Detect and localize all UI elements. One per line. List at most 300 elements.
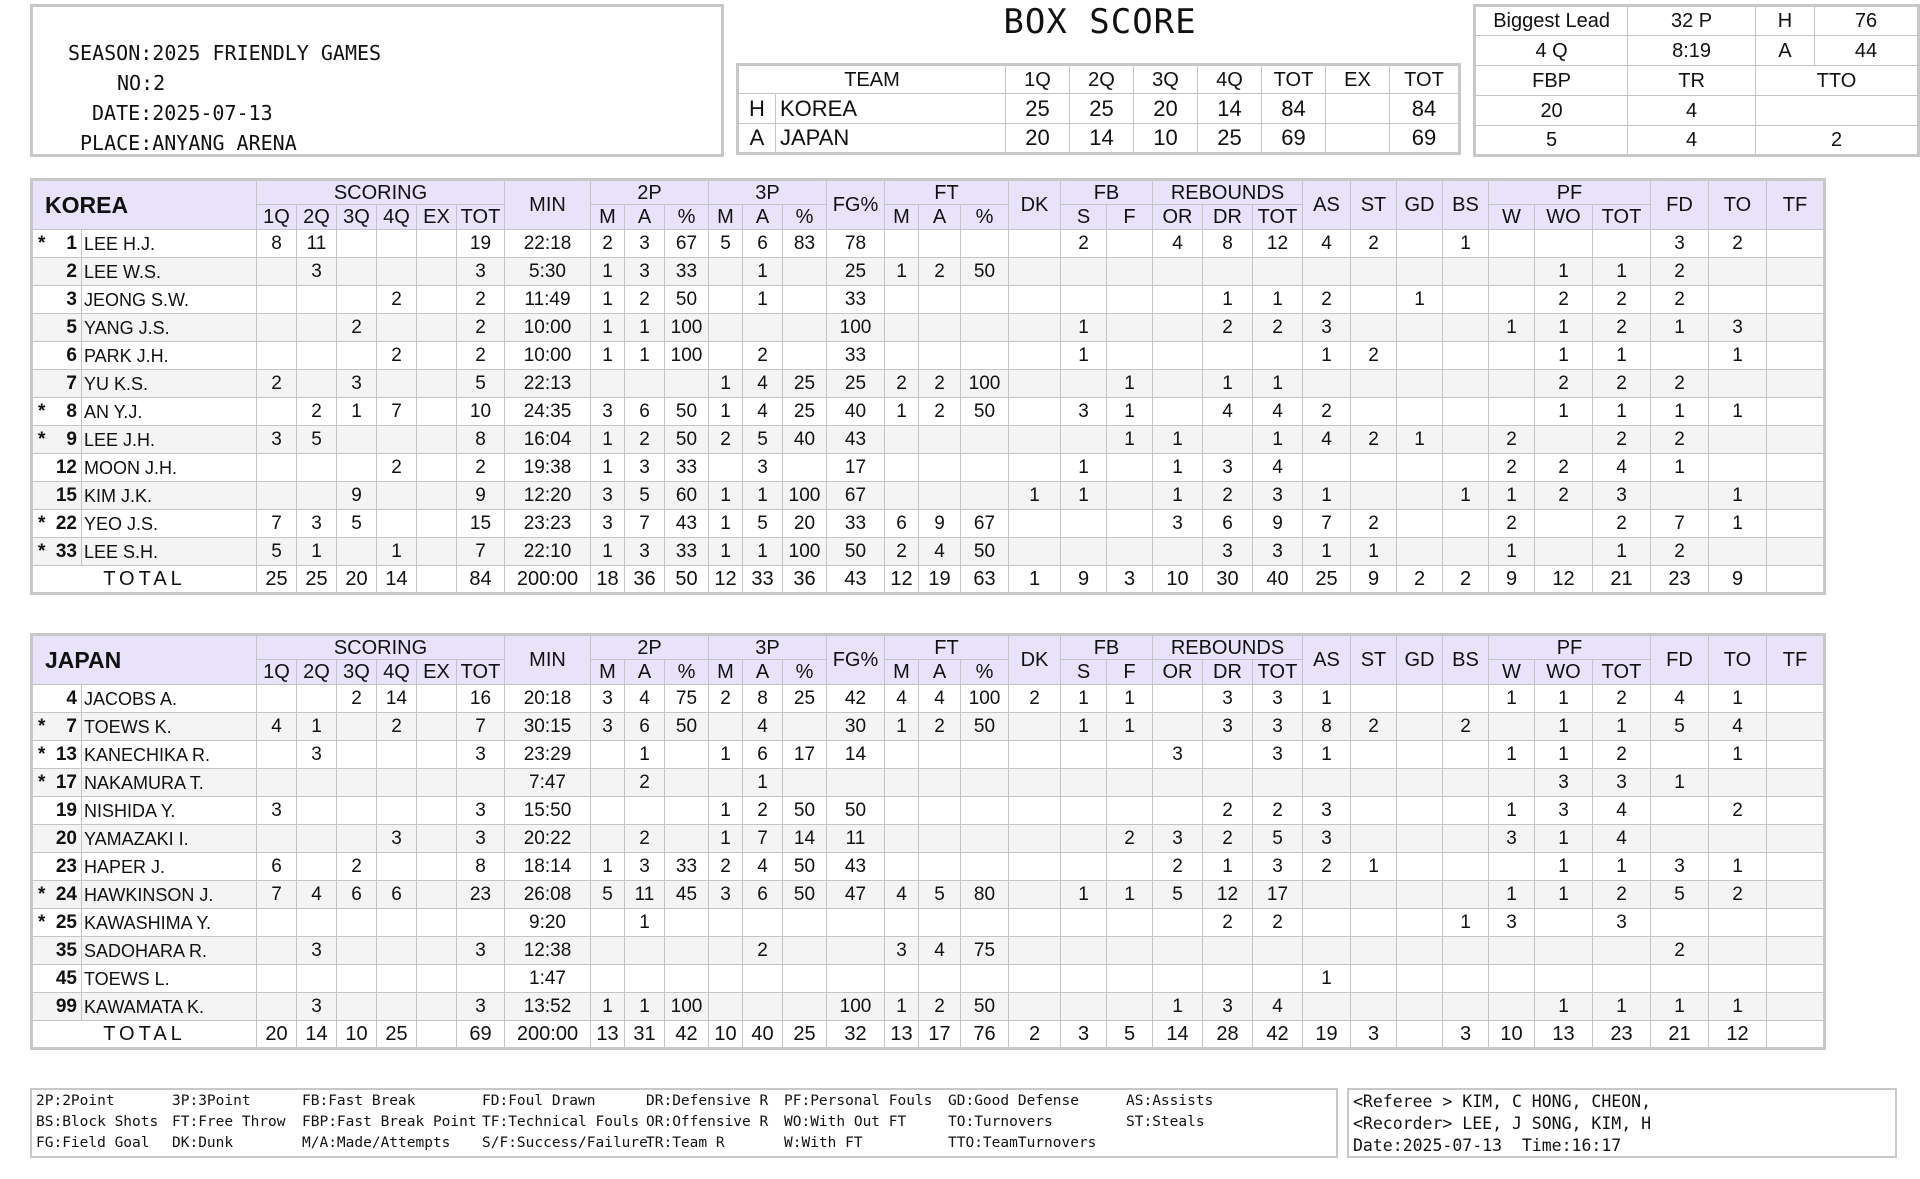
legend-item: FB:Fast Break	[302, 1093, 416, 1109]
stat-good-def	[1397, 538, 1443, 566]
total-q3: 20	[337, 566, 377, 594]
stat-fb-fail	[1107, 482, 1153, 510]
player-row	[32, 342, 1825, 370]
stat-turnovers	[1709, 258, 1767, 286]
stat-off-reb	[1153, 286, 1203, 314]
stat-q1	[257, 286, 297, 314]
stat-q3	[337, 713, 377, 741]
stat-ex	[417, 482, 457, 510]
stat-turnovers: 1	[1709, 685, 1767, 713]
stat-tech-fouls	[1767, 937, 1825, 965]
stat-2p-pct: 75	[665, 685, 709, 713]
stat-q2	[297, 825, 337, 853]
stat-q4: 6	[377, 881, 417, 909]
stat-blocks	[1443, 937, 1489, 965]
stat-3p-att	[743, 314, 783, 342]
total-ft-made: 13	[885, 1021, 919, 1049]
team-score-table	[736, 63, 1461, 155]
stat-q4: 2	[377, 286, 417, 314]
stat-ex	[417, 741, 457, 769]
total-off-reb: 14	[1153, 1021, 1203, 1049]
total-q1: 25	[257, 566, 297, 594]
lead-home-score: 76	[1814, 6, 1918, 36]
stat-pf-without-ft	[1535, 909, 1593, 937]
stat-tech-fouls	[1767, 426, 1825, 454]
stat-ex	[417, 398, 457, 426]
stat-3p-made	[709, 314, 743, 342]
stat-q4	[377, 741, 417, 769]
stat-good-def	[1397, 398, 1443, 426]
stat-ft-att: 5	[919, 881, 961, 909]
total-fg-pct: 43	[827, 566, 885, 594]
stat-good-def	[1397, 713, 1443, 741]
player-name: TOEWS L.	[82, 965, 257, 993]
stat-fouls-drawn: 2	[1651, 426, 1709, 454]
stat-2p-att	[625, 797, 665, 825]
player-row	[32, 370, 1825, 398]
stat-pf-total: 4	[1593, 825, 1651, 853]
stat-pf-with-ft	[1489, 769, 1535, 797]
stat-assists: 8	[1303, 713, 1351, 741]
stat-tech-fouls	[1767, 909, 1825, 937]
stat-3p-made: 5	[709, 230, 743, 258]
stat-2p-pct: 100	[665, 314, 709, 342]
total-2p-att: 31	[625, 1021, 665, 1049]
player-number: 99	[55, 996, 77, 1017]
stat-dunks: 1	[1009, 482, 1061, 510]
stat-pf-with-ft: 1	[1489, 741, 1535, 769]
stat-tech-fouls	[1767, 741, 1825, 769]
stat-pf-without-ft	[1535, 510, 1593, 538]
stat-q4: 14	[377, 685, 417, 713]
stat-pf-without-ft: 3	[1535, 797, 1593, 825]
score-header-ex: EX	[1326, 65, 1390, 94]
stat-def-reb: 2	[1203, 825, 1253, 853]
stat-turnovers	[1709, 286, 1767, 314]
stat-pf-total: 2	[1593, 685, 1651, 713]
header-row-sub	[32, 205, 1825, 230]
stat-pf-total: 1	[1593, 538, 1651, 566]
player-row	[32, 965, 1825, 993]
stat-2p-att	[625, 370, 665, 398]
stat-q4	[377, 965, 417, 993]
stat-def-reb: 3	[1203, 538, 1253, 566]
total-pts: 69	[457, 1021, 505, 1049]
player-number-cell	[32, 510, 82, 538]
stat-pf-without-ft: 2	[1535, 286, 1593, 314]
stat-pf-with-ft	[1489, 965, 1535, 993]
subheader-pct: %	[665, 205, 709, 230]
total-blocks: 3	[1443, 1021, 1489, 1049]
stat-pts: 10	[457, 398, 505, 426]
stat-fb-success	[1061, 370, 1107, 398]
header-fg-: FG%	[827, 180, 885, 230]
player-number: 4	[66, 688, 77, 709]
stat-fb-success	[1061, 825, 1107, 853]
stat-q4	[377, 370, 417, 398]
stat-2p-att: 2	[625, 769, 665, 797]
stat-q3	[337, 797, 377, 825]
stat-ex	[417, 853, 457, 881]
stat-3p-pct: 25	[783, 685, 827, 713]
stat-3p-made	[709, 769, 743, 797]
stat-3p-made: 1	[709, 398, 743, 426]
stat-tot-reb: 5	[1253, 825, 1303, 853]
stat-2p-made: 1	[591, 342, 625, 370]
stat-def-reb: 3	[1203, 685, 1253, 713]
stat-ft-pct	[961, 314, 1009, 342]
stat-min: 24:35	[505, 398, 591, 426]
player-name: KIM J.K.	[82, 482, 257, 510]
player-name: JEONG S.W.	[82, 286, 257, 314]
stat-fb-success	[1061, 426, 1107, 454]
home-fbp: 20	[1475, 96, 1628, 126]
legend-item: ST:Steals	[1126, 1114, 1205, 1130]
season-line: SEASON:2025 FRIENDLY GAMES	[68, 41, 382, 65]
stat-steals	[1351, 370, 1397, 398]
stat-off-reb: 3	[1153, 741, 1203, 769]
total-ft-att: 17	[919, 1021, 961, 1049]
stat-def-reb	[1203, 937, 1253, 965]
starter-marker: *	[38, 716, 46, 737]
legend-item: S/F:Success/Failure	[482, 1135, 648, 1151]
stat-3p-made	[709, 909, 743, 937]
player-row	[32, 909, 1825, 937]
stat-3p-made	[709, 993, 743, 1021]
player-name: MOON J.H.	[82, 454, 257, 482]
stat-ex	[417, 426, 457, 454]
stat-2p-att	[625, 965, 665, 993]
stat-q3	[337, 937, 377, 965]
stat-pf-with-ft: 1	[1489, 797, 1535, 825]
starter-marker: *	[38, 912, 46, 933]
stat-fouls-drawn: 2	[1651, 286, 1709, 314]
score-header-3q: 3Q	[1134, 65, 1198, 94]
total-dunks: 2	[1009, 1021, 1061, 1049]
stat-off-reb	[1153, 258, 1203, 286]
stat-2p-made: 1	[591, 853, 625, 881]
stat-pts: 3	[457, 825, 505, 853]
total-fb-fail: 5	[1107, 1021, 1153, 1049]
game-info-panel	[30, 4, 724, 157]
stat-2p-att: 5	[625, 482, 665, 510]
total-q1: 20	[257, 1021, 297, 1049]
stat-fb-success: 1	[1061, 342, 1107, 370]
stat-def-reb	[1203, 965, 1253, 993]
stat-tot-reb: 1	[1253, 286, 1303, 314]
total-pts: 84	[457, 566, 505, 594]
player-number-cell	[32, 713, 82, 741]
total-q4: 25	[377, 1021, 417, 1049]
stat-pts: 23	[457, 881, 505, 909]
stat-q4	[377, 853, 417, 881]
home-q1: 25	[1006, 94, 1070, 124]
player-number-cell	[32, 286, 82, 314]
stat-q4: 2	[377, 454, 417, 482]
stat-ex	[417, 965, 457, 993]
stat-q4	[377, 937, 417, 965]
stat-tech-fouls	[1767, 685, 1825, 713]
stat-q4: 3	[377, 825, 417, 853]
stat-off-reb: 1	[1153, 426, 1203, 454]
stat-q4	[377, 426, 417, 454]
stat-ex	[417, 769, 457, 797]
stat-fb-success: 1	[1061, 482, 1107, 510]
stat-fouls-drawn: 7	[1651, 510, 1709, 538]
stat-q4	[377, 314, 417, 342]
stat-ft-made: 1	[885, 398, 919, 426]
stat-pf-with-ft: 1	[1489, 538, 1535, 566]
stat-pf-with-ft	[1489, 853, 1535, 881]
legend-item: BS:Block Shots	[36, 1114, 159, 1130]
stat-steals	[1351, 993, 1397, 1021]
stat-tech-fouls	[1767, 510, 1825, 538]
stat-2p-pct: 50	[665, 398, 709, 426]
stat-min: 15:50	[505, 797, 591, 825]
stat-2p-made: 2	[591, 230, 625, 258]
stat-steals	[1351, 398, 1397, 426]
stat-ft-pct: 50	[961, 538, 1009, 566]
stat-fg-pct: 33	[827, 286, 885, 314]
stat-blocks	[1443, 853, 1489, 881]
stat-off-reb	[1153, 538, 1203, 566]
stat-fouls-drawn	[1651, 482, 1709, 510]
stat-pf-total: 1	[1593, 398, 1651, 426]
player-row	[32, 825, 1825, 853]
stat-2p-pct	[665, 937, 709, 965]
player-number-cell	[32, 685, 82, 713]
stat-good-def	[1397, 797, 1443, 825]
stat-2p-att: 3	[625, 454, 665, 482]
stat-good-def	[1397, 230, 1443, 258]
player-name: LEE J.H.	[82, 426, 257, 454]
stat-fb-fail: 1	[1107, 685, 1153, 713]
total-turnovers: 9	[1709, 566, 1767, 594]
datetime-line: Date:2025-07-13 Time:16:17	[1353, 1136, 1622, 1155]
total-pf-total: 21	[1593, 566, 1651, 594]
stat-min: 19:38	[505, 454, 591, 482]
stat-fg-pct: 78	[827, 230, 885, 258]
total-pf-without-ft: 13	[1535, 1021, 1593, 1049]
stat-q1	[257, 398, 297, 426]
stat-fb-success	[1061, 937, 1107, 965]
total-assists: 19	[1303, 1021, 1351, 1049]
stat-steals	[1351, 937, 1397, 965]
total-ft-pct: 76	[961, 1021, 1009, 1049]
stat-q4	[377, 909, 417, 937]
stat-q2: 3	[297, 510, 337, 538]
subheader-pct: %	[961, 205, 1009, 230]
total-pf-total: 23	[1593, 1021, 1651, 1049]
stat-q4	[377, 482, 417, 510]
legend-item: FG:Field Goal	[36, 1135, 150, 1151]
total-ex	[417, 1021, 457, 1049]
stat-ft-made	[885, 825, 919, 853]
stat-fg-pct: 43	[827, 426, 885, 454]
stat-turnovers: 4	[1709, 713, 1767, 741]
stat-tot-reb: 12	[1253, 230, 1303, 258]
stat-pf-total: 1	[1593, 993, 1651, 1021]
total-2p-made: 18	[591, 566, 625, 594]
stat-turnovers: 1	[1709, 342, 1767, 370]
header-ft: FT	[885, 635, 1009, 660]
subheader-a: A	[919, 660, 961, 685]
stat-pf-total: 2	[1593, 286, 1651, 314]
header-3p: 3P	[709, 635, 827, 660]
stat-fg-pct: 25	[827, 370, 885, 398]
stat-2p-att: 3	[625, 230, 665, 258]
stat-pf-without-ft: 1	[1535, 314, 1593, 342]
subheader-s: S	[1061, 660, 1107, 685]
tto-header: TTO	[1756, 66, 1919, 96]
stat-3p-pct	[783, 314, 827, 342]
stat-turnovers: 3	[1709, 314, 1767, 342]
player-number-cell	[32, 965, 82, 993]
stat-ft-pct	[961, 853, 1009, 881]
stat-turnovers	[1709, 454, 1767, 482]
stat-pts: 2	[457, 342, 505, 370]
stat-pf-with-ft	[1489, 398, 1535, 426]
stat-ft-att	[919, 909, 961, 937]
stat-ft-att	[919, 741, 961, 769]
subheader-tot: TOT	[1593, 660, 1651, 685]
score-header-1q: 1Q	[1006, 65, 1070, 94]
subheader-4q: 4Q	[377, 660, 417, 685]
stat-pf-total: 2	[1593, 370, 1651, 398]
header-tf: TF	[1767, 635, 1825, 685]
stat-2p-att: 2	[625, 286, 665, 314]
stat-pf-total: 1	[1593, 342, 1651, 370]
stat-good-def	[1397, 454, 1443, 482]
stat-pf-total: 2	[1593, 881, 1651, 909]
stat-3p-att: 4	[743, 713, 783, 741]
team-total-row	[32, 566, 1825, 594]
stat-ex	[417, 370, 457, 398]
stat-q1	[257, 909, 297, 937]
stat-q4	[377, 769, 417, 797]
stat-q3: 6	[337, 881, 377, 909]
subheader-or: OR	[1153, 205, 1203, 230]
stat-pf-total: 4	[1593, 797, 1651, 825]
total-label: TOTAL	[32, 1021, 257, 1049]
stat-pts: 16	[457, 685, 505, 713]
player-row	[32, 426, 1825, 454]
stat-pf-without-ft: 1	[1535, 258, 1593, 286]
stat-ft-att	[919, 286, 961, 314]
stat-fg-pct: 42	[827, 685, 885, 713]
stat-pf-total: 2	[1593, 314, 1651, 342]
stat-3p-made: 2	[709, 426, 743, 454]
total-3p-made: 10	[709, 1021, 743, 1049]
stat-2p-att: 3	[625, 538, 665, 566]
stat-fb-fail	[1107, 993, 1153, 1021]
total-tech-fouls	[1767, 1021, 1825, 1049]
header-dk: DK	[1009, 635, 1061, 685]
stat-min: 7:47	[505, 769, 591, 797]
away-q4: 25	[1198, 124, 1262, 154]
lead-row-2	[1475, 36, 1919, 66]
total-fg-pct: 32	[827, 1021, 885, 1049]
stat-fb-fail: 1	[1107, 881, 1153, 909]
stat-fb-success	[1061, 258, 1107, 286]
stat-min: 12:38	[505, 937, 591, 965]
header-2p: 2P	[591, 180, 709, 205]
subheader-1q: 1Q	[257, 660, 297, 685]
header-as: AS	[1303, 180, 1351, 230]
stat-ft-pct: 50	[961, 258, 1009, 286]
away-final: 69	[1390, 124, 1460, 154]
stat-ft-pct	[961, 769, 1009, 797]
stat-pf-with-ft: 2	[1489, 510, 1535, 538]
header-bs: BS	[1443, 180, 1489, 230]
team-total-row	[32, 1021, 1825, 1049]
stat-fb-success	[1061, 909, 1107, 937]
fbp-header: FBP	[1475, 66, 1628, 96]
header-gd: GD	[1397, 635, 1443, 685]
stat-3p-made	[709, 713, 743, 741]
stat-tot-reb: 4	[1253, 398, 1303, 426]
stat-def-reb	[1203, 741, 1253, 769]
stat-2p-att: 1	[625, 314, 665, 342]
stat-turnovers: 2	[1709, 797, 1767, 825]
stat-def-reb: 1	[1203, 370, 1253, 398]
stat-blocks	[1443, 370, 1489, 398]
stat-fb-fail	[1107, 853, 1153, 881]
stat-good-def	[1397, 314, 1443, 342]
player-number: 33	[55, 541, 77, 562]
stat-fb-fail: 1	[1107, 426, 1153, 454]
stat-steals	[1351, 258, 1397, 286]
total-pf-without-ft: 12	[1535, 566, 1593, 594]
stat-fb-fail	[1107, 797, 1153, 825]
stat-pts: 3	[457, 937, 505, 965]
stat-q1: 7	[257, 881, 297, 909]
stat-3p-made: 1	[709, 370, 743, 398]
header-fd: FD	[1651, 180, 1709, 230]
player-row	[32, 993, 1825, 1021]
stat-pts: 2	[457, 314, 505, 342]
header-pf: PF	[1489, 180, 1651, 205]
stat-3p-pct	[783, 965, 827, 993]
player-row	[32, 685, 1825, 713]
stat-steals: 1	[1351, 538, 1397, 566]
stat-2p-made: 1	[591, 314, 625, 342]
subheader-m: M	[591, 205, 625, 230]
stat-ft-made	[885, 965, 919, 993]
stat-pf-with-ft: 2	[1489, 426, 1535, 454]
stat-ft-att: 4	[919, 937, 961, 965]
stat-min: 13:52	[505, 993, 591, 1021]
stat-fouls-drawn: 4	[1651, 685, 1709, 713]
stat-pf-total: 2	[1593, 741, 1651, 769]
stat-2p-pct: 100	[665, 993, 709, 1021]
stat-pf-with-ft: 1	[1489, 685, 1535, 713]
stat-fouls-drawn: 3	[1651, 853, 1709, 881]
stat-pf-without-ft: 1	[1535, 853, 1593, 881]
stat-3p-pct	[783, 937, 827, 965]
starter-marker: *	[38, 884, 46, 905]
stat-assists: 1	[1303, 965, 1351, 993]
stat-3p-made: 1	[709, 510, 743, 538]
stat-q4: 2	[377, 342, 417, 370]
stat-pf-with-ft	[1489, 993, 1535, 1021]
stat-q2: 1	[297, 713, 337, 741]
stat-ft-made: 4	[885, 685, 919, 713]
stat-ft-att: 2	[919, 370, 961, 398]
total-3p-att: 33	[743, 566, 783, 594]
home-tot: 84	[1262, 94, 1326, 124]
stat-def-reb: 1	[1203, 853, 1253, 881]
